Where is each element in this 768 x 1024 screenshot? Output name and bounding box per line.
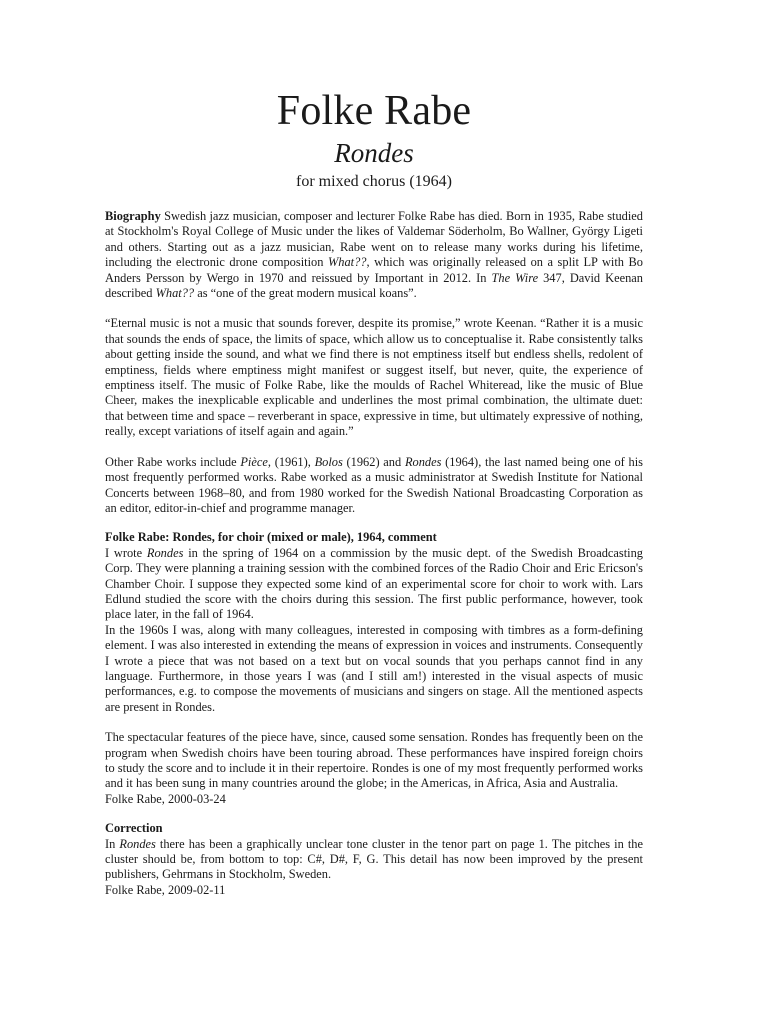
biography-text-1: Swedish jazz musician, composer and lecturer Folke Rabe has died. Born in 1935, Rabe studied at Stockholm's Royal College of Music under the likes of Valdemar Söderholm, Bo Wallner, György Ligeti and others. Starting out as a jazz musician, Rabe went on to release many works during his lifetime, including the electronic drone composition <box>105 209 643 270</box>
correction-work-rondes: Rondes <box>119 836 156 851</box>
works-text-2: , (1961), <box>267 454 315 469</box>
work-piece: Pièce <box>240 454 268 469</box>
work-what-1: What?? <box>327 255 367 270</box>
comment-p1-text-b: in the spring of 1964 on a commission by the music dept. of the Swedish Broadcasting Corp. They were planning a training session with the combined forces of the Radio Choir and Eric Ericson's Chamber Choir. I suppose they expected some kind of an experimental score for choir to work with. Lars Edlund studied the score with the choirs during this session. The first public performance, however, took place later, in the fall of 1964. <box>105 545 643 622</box>
comment-paragraph-1 <box>105 546 643 623</box>
work-bolos: Bolos <box>314 454 343 469</box>
work-what-2: What?? <box>155 286 195 301</box>
biography-text-4: as “one of the great modern musical koans”. <box>194 286 417 301</box>
comment-p1-text-a: I wrote <box>105 545 147 560</box>
page-title: Folke Rabe <box>276 88 472 134</box>
document-page <box>105 88 643 898</box>
comment-signature: Folke Rabe, 2000-03-24 <box>105 791 226 806</box>
biography-text-2: , which was originally released on a split LP with Bo Anders Persson by Wergo in 1970 and reissued by Important in 2012. In <box>105 255 644 285</box>
quote-paragraph: “Eternal music is not a music that sounds forever, despite its promise,” wrote Keenan. “Rather it is a music that sounds the ends of space, the limits of space, which allow us to conceptualise it. Rabe consistently talks about getting inside the sound, and what we find there is not emptiness itself but endless shells, redolent of emptiness, fields where emptiness might manifest or suggest itself, but never, quite, the experience of emptiness itself. The music of Folke Rabe, like the moulds of Rachel Whiteread, like the music of Blue Cheer, makes the inexplicable explicable and underlines the most primal combination, the ultimate duet: that between time and space – reverberant in space, expressive in time, but ultimately expressive of nothing, really, except variations of itself again and again.” <box>105 316 643 439</box>
correction-signature: Folke Rabe, 2009-02-11 <box>105 882 226 897</box>
work-rondes: Rondes <box>404 454 442 469</box>
correction-section <box>105 821 643 898</box>
biography-text-3: 347, David Keenan described <box>105 270 643 301</box>
works-text-1: Other Rabe works include <box>105 454 241 469</box>
biography-paragraph <box>105 209 643 301</box>
correction-paragraph <box>105 837 643 883</box>
works-paragraph <box>105 455 643 517</box>
comment-paragraph-2: In the 1960s I was, along with many colleagues, interested in composing with timbres as a form-defining element. I was also interested in extending the means of expression in voices and instruments. Consequently I wrote a piece that was not based on a text but on vocal sounds that you perhaps cannot find in any language. Furthermore, in those years I was (and I still am!) interested in the visual aspects of music performances, e.g. to compose the movements of musicians and singers on stage. All the mentioned aspects are present in Rondes. <box>105 622 643 714</box>
correction-text-b: there has been a graphically unclear tone cluster in the tenor part on page 1. The pitches in the cluster should be, from bottom to top: C#, D#, F, G. This detail has now been improved by the present publishers, Gehrmans in Stockholm, Sweden. <box>105 836 643 882</box>
work-subtitle: for mixed chorus (1964) <box>296 173 452 190</box>
works-text-4: (1964), the last named being one of his most frequently performed works. Rabe worked as a music administrator at Swedish Institute for National Concerts between 1968–80, and from 1980 worked for the Swedish National Broadcasting Corporation as an editor, editor-in-chief and programme manager. <box>105 454 643 515</box>
comment-section <box>105 530 643 807</box>
works-text-3: (1962) and <box>342 454 405 469</box>
comment-paragraph-3: The spectacular features of the piece have, since, caused some sensation. Rondes has frequently been on the program when Swedish choirs have been touring abroad. These performances have inspired foreign choirs to study the score and to include it in their repertoire. Rondes is one of my most frequently performed works and it has been sung in many countries around the globe; in the Americas, in Africa, Asia and Australia. <box>105 730 643 791</box>
correction-text-a: In <box>105 836 120 851</box>
comment-heading: Folke Rabe: Rondes, for choir (mixed or male), 1964, comment <box>105 530 437 545</box>
magazine-name: The Wire <box>491 270 539 285</box>
work-title: Rondes <box>334 138 414 168</box>
biography-label: Biography <box>105 209 161 223</box>
correction-heading: Correction <box>105 821 163 836</box>
comment-work-rondes: Rondes <box>146 545 184 560</box>
